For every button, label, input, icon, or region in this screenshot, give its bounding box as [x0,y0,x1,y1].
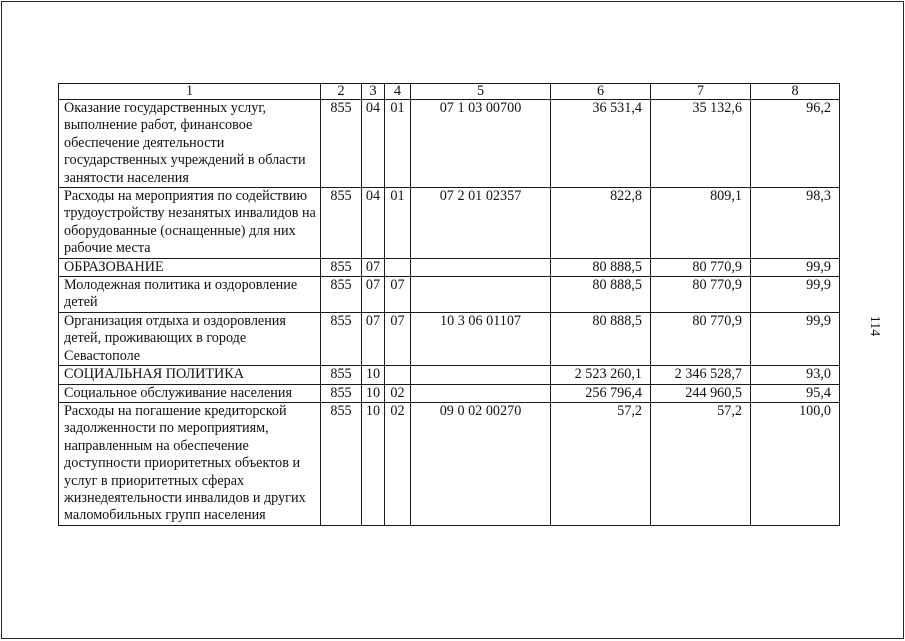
cell-section: 07 [362,312,385,365]
cell-subsection: 07 [385,312,411,365]
row-name: СОЦИАЛЬНАЯ ПОЛИТИКА [59,366,321,384]
column-header: 3 [362,84,385,100]
table-header-row [59,84,840,100]
cell-executed: 244 960,5 [651,384,751,402]
cell-percent: 99,9 [751,258,840,276]
cell-executed: 80 770,9 [651,258,751,276]
row-name: Расходы на мероприятия по содействию трудоустройству незанятых инвалидов на оборудованные (оснащенные) для них рабочие места [59,188,321,259]
cell-ministry: 855 [321,384,362,402]
cell-subsection: 02 [385,384,411,402]
table-row [59,366,840,384]
cell-ministry: 855 [321,277,362,313]
table-row [59,100,840,188]
column-header: 7 [651,84,751,100]
budget-table [58,83,840,526]
cell-percent: 99,9 [751,312,840,365]
cell-planned: 57,2 [551,402,651,525]
cell-target-article [411,258,551,276]
cell-target-article: 07 2 01 02357 [411,188,551,259]
cell-executed: 2 346 528,7 [651,366,751,384]
cell-planned: 256 796,4 [551,384,651,402]
table-row [59,384,840,402]
cell-executed: 80 770,9 [651,312,751,365]
document-page [1,1,904,639]
cell-planned: 80 888,5 [551,277,651,313]
cell-percent: 98,3 [751,188,840,259]
cell-percent: 99,9 [751,277,840,313]
row-name: Расходы на погашение кредиторской задолженности по мероприятиям, направленным на обеспечение доступности приоритетных объектов и услуг в приоритетных сферах жизнедеятельности инвалидов и других маломобильных групп населения [59,402,321,525]
table-row [59,312,840,365]
cell-ministry: 855 [321,258,362,276]
cell-planned: 822,8 [551,188,651,259]
cell-ministry: 855 [321,312,362,365]
cell-percent: 95,4 [751,384,840,402]
cell-executed: 57,2 [651,402,751,525]
table-row [59,258,840,276]
cell-subsection [385,366,411,384]
cell-target-article: 09 0 02 00270 [411,402,551,525]
page-number: 114 [867,315,883,337]
cell-section: 04 [362,188,385,259]
cell-planned: 2 523 260,1 [551,366,651,384]
column-header: 1 [59,84,321,100]
cell-percent: 100,0 [751,402,840,525]
cell-section: 04 [362,100,385,188]
cell-executed: 35 132,6 [651,100,751,188]
column-header: 2 [321,84,362,100]
cell-section: 07 [362,277,385,313]
cell-executed: 809,1 [651,188,751,259]
cell-subsection: 01 [385,100,411,188]
row-name: Социальное обслуживание населения [59,384,321,402]
cell-percent: 93,0 [751,366,840,384]
cell-target-article [411,384,551,402]
cell-target-article: 10 3 06 01107 [411,312,551,365]
cell-subsection [385,258,411,276]
table-row [59,402,840,525]
column-header: 6 [551,84,651,100]
cell-section: 10 [362,366,385,384]
column-header: 4 [385,84,411,100]
cell-executed: 80 770,9 [651,277,751,313]
cell-subsection: 07 [385,277,411,313]
cell-target-article: 07 1 03 00700 [411,100,551,188]
cell-section: 07 [362,258,385,276]
cell-subsection: 01 [385,188,411,259]
cell-planned: 80 888,5 [551,312,651,365]
cell-ministry: 855 [321,100,362,188]
cell-planned: 36 531,4 [551,100,651,188]
column-header: 5 [411,84,551,100]
cell-ministry: 855 [321,402,362,525]
row-name: Молодежная политика и оздоровление детей [59,277,321,313]
cell-percent: 96,2 [751,100,840,188]
cell-target-article [411,277,551,313]
cell-subsection: 02 [385,402,411,525]
column-header: 8 [751,84,840,100]
row-name: ОБРАЗОВАНИЕ [59,258,321,276]
cell-planned: 80 888,5 [551,258,651,276]
cell-target-article [411,366,551,384]
cell-ministry: 855 [321,188,362,259]
table-row [59,277,840,313]
cell-ministry: 855 [321,366,362,384]
cell-section: 10 [362,402,385,525]
row-name: Оказание государственных услуг, выполнение работ, финансовое обеспечение деятельности государственных учреждений в области занятости населения [59,100,321,188]
row-name: Организация отдыха и оздоровления детей, проживающих в городе Севастополе [59,312,321,365]
cell-section: 10 [362,384,385,402]
table-row [59,188,840,259]
